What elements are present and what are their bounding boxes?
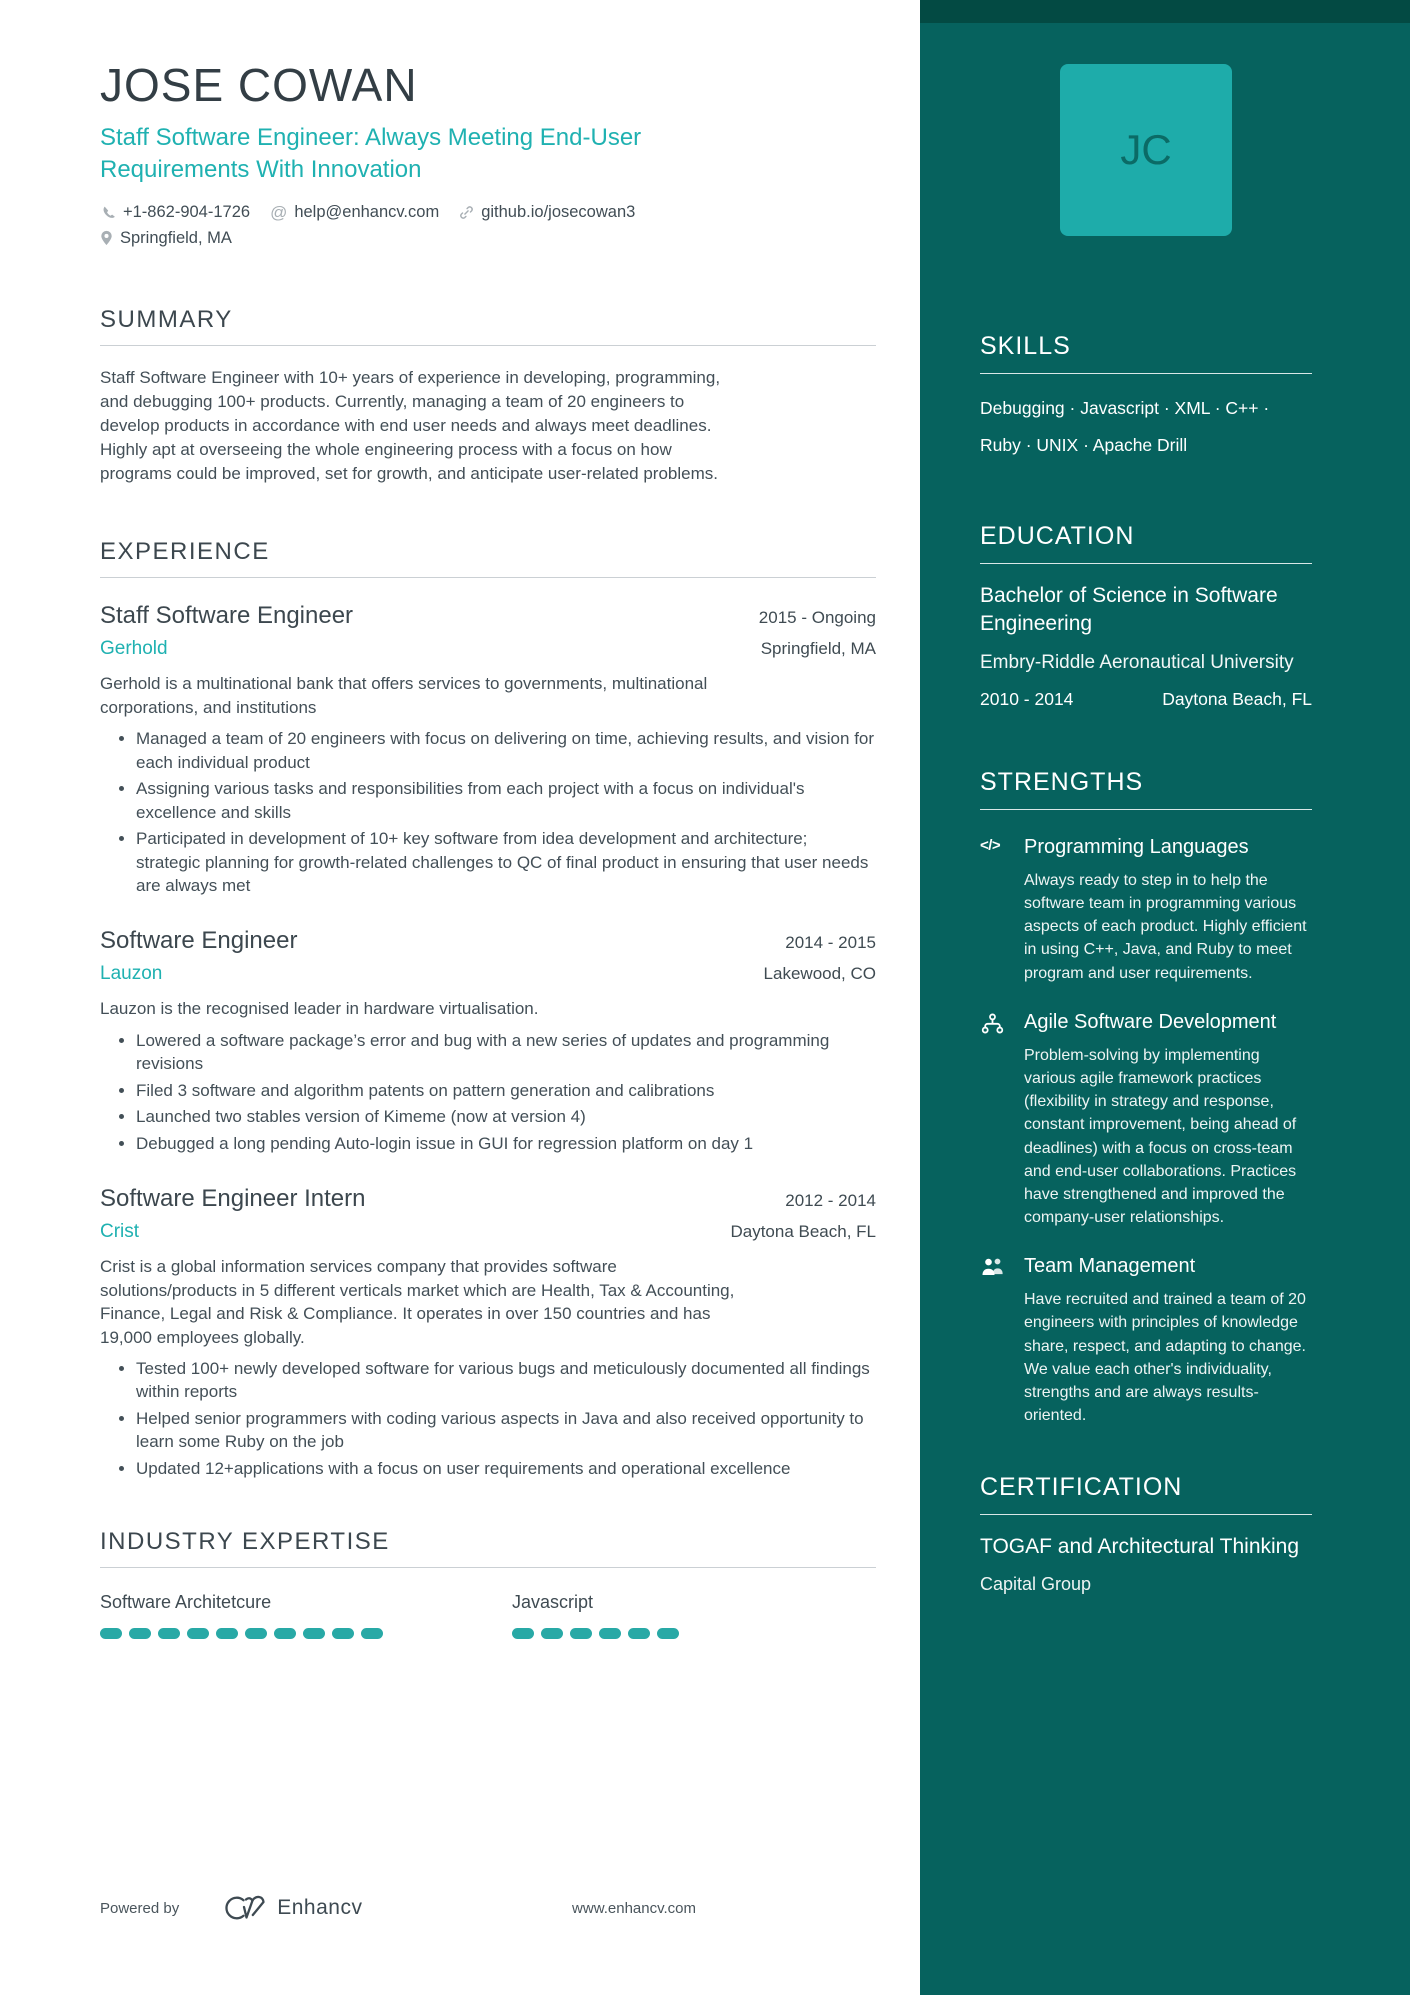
job-bullet-list — [100, 1357, 876, 1480]
person-name: JOSE COWAN — [100, 59, 418, 111]
divider — [980, 373, 1312, 374]
skill-dash — [100, 1628, 122, 1639]
expertise-label: Javascript — [512, 1592, 594, 1613]
at-icon: @ — [270, 202, 288, 222]
footer — [100, 1893, 696, 1923]
skill-dash — [541, 1628, 563, 1639]
contact-email[interactable] — [270, 203, 439, 223]
contact-location-value: Springfield, MA — [120, 228, 232, 247]
experience-section — [100, 538, 876, 1480]
skills-section — [980, 332, 1312, 464]
contact-website[interactable] — [459, 203, 635, 222]
job-bullet: • Debugged a long pending Auto-login issue in GUI for regression platform on day 1 — [136, 1132, 876, 1155]
skill-dash — [512, 1628, 534, 1639]
divider — [100, 345, 876, 346]
summary-text: Staff Software Engineer with 10+ years of experience in developing, programming, and debugging 100+ products. Currently, managing a team of 20 engineers to develop products in accordance with end user needs and always meet deadlines. Highly apt at overseeing the whole engineering process with a focus on how programs could be improved, set for growth, and anticipate user-related problems. — [100, 367, 721, 484]
contact-phone — [100, 203, 250, 222]
education-school: Embry-Riddle Aeronautical University — [980, 652, 1294, 674]
skills-heading: SKILLS — [980, 332, 1071, 360]
job-bullet: • Updated 12+applications with a focus on user requirements and operational excellence — [136, 1457, 876, 1480]
skill-dash — [216, 1628, 238, 1639]
job-entry — [100, 927, 876, 1155]
contact-row — [100, 203, 740, 248]
job-title: Software Engineer — [100, 927, 298, 955]
contact-phone-value: +1-862-904-1726 — [123, 203, 251, 222]
skill-dash — [599, 1628, 621, 1639]
certification-heading: CERTIFICATION — [980, 1473, 1183, 1502]
job-dates: 2014 - 2015 — [785, 933, 876, 953]
expertise-item — [512, 1592, 679, 1639]
job-dates: 2015 - Ongoing — [758, 608, 876, 628]
contact-website-value[interactable]: github.io/josecowan3 — [481, 203, 636, 222]
skill-dash — [628, 1628, 650, 1639]
avatar-initials: JC — [1120, 126, 1172, 173]
job-description: Lauzon is the recognised leader in hardware virtualisation. — [100, 999, 539, 1019]
skill-dash — [303, 1628, 325, 1639]
skill-dash — [245, 1628, 267, 1639]
job-location: Daytona Beach, FL — [730, 1222, 876, 1242]
link-icon — [459, 205, 474, 220]
certification-issuer: Capital Group — [980, 1573, 1092, 1594]
strength-title: Agile Software Development — [1024, 1010, 1277, 1033]
summary-heading: SUMMARY — [100, 305, 233, 333]
location-pin-icon — [100, 230, 113, 246]
skill-dash — [332, 1628, 354, 1639]
skill-dash — [158, 1628, 180, 1639]
job-bullet: • Launched two stables version of Kimeme (now at version 4) — [136, 1105, 876, 1128]
job-bullet: • Lowered a software package’s error and bug with a new series of updates and programming revisions — [136, 1029, 876, 1076]
skill-dash — [187, 1628, 209, 1639]
hierarchy-icon — [980, 1009, 1012, 1230]
job-company: Lauzon — [100, 963, 163, 985]
strength-title: Programming Languages — [1024, 835, 1249, 858]
job-location: Springfield, MA — [760, 639, 876, 659]
job-bullet: • Assigning various tasks and responsibilities from each project with a focus on individual's excellence and skills — [136, 777, 876, 824]
job-entry — [100, 1185, 876, 1480]
skills-list: Debugging · Javascript · XML · C++ · Ruby · UNIX · Apache Drill — [980, 398, 1270, 455]
expertise-level-bar — [512, 1628, 679, 1639]
job-bullet: • Participated in development of 10+ key software from idea development and architecture; strategic planning for growth-related challenges to QC of final product in ensuring that user needs are always met — [136, 827, 876, 897]
team-icon — [980, 1253, 1012, 1427]
brand-name: Enhancv — [277, 1896, 363, 1919]
sidebar-top-band — [920, 0, 1410, 23]
divider — [980, 563, 1312, 564]
job-bullet-list — [100, 727, 876, 897]
strength-text: Problem-solving by implementing various agile framework practices (flexibility in strategy and response, constant improvement, being ahead of deadlines) with a focus on cross-team and end-user collaborations. Practices have strengthened and improved the company-user relationships. — [1024, 1046, 1297, 1227]
education-section — [980, 522, 1312, 710]
job-bullet: • Helped senior programmers with coding various aspects in Java and also received opportunity to learn some Ruby on the job — [136, 1407, 876, 1454]
code-icon: </> — [980, 836, 1001, 854]
strength-title: Team Management — [1024, 1255, 1196, 1278]
education-location: Daytona Beach, FL — [1162, 688, 1312, 709]
enhancv-logo-icon — [221, 1893, 267, 1923]
headline: Staff Software Engineer: Always Meeting End-User Requirements With Innovation — [100, 124, 642, 184]
job-title: Software Engineer Intern — [100, 1185, 366, 1213]
job-location: Lakewood, CO — [763, 964, 876, 984]
divider — [980, 1514, 1312, 1515]
divider — [100, 1567, 876, 1568]
job-bullet: • Managed a team of 20 engineers with focus on delivering on time, achieving results, and vision for each individual product — [136, 727, 876, 774]
phone-icon — [100, 205, 116, 221]
job-bullet: • Filed 3 software and algorithm patents on pattern generation and calibrations — [136, 1079, 876, 1102]
education-dates: 2010 - 2014 — [980, 688, 1074, 709]
divider — [100, 577, 876, 578]
summary-section — [100, 306, 876, 487]
skill-dash — [274, 1628, 296, 1639]
strengths-section — [980, 768, 1312, 1428]
enhancv-website-link[interactable]: www.enhancv.com — [572, 1899, 696, 1917]
education-heading: EDUCATION — [980, 521, 1135, 550]
skill-dash — [657, 1628, 679, 1639]
job-description: Gerhold is a multinational bank that offers services to governments, multinational corporations, and institutions — [100, 674, 708, 717]
skill-dash — [129, 1628, 151, 1639]
certification-title: TOGAF and Architectural Thinking — [980, 1535, 1300, 1559]
divider — [980, 809, 1312, 810]
job-description: Crist is a global information services company that provides software solutions/products in 5 different verticals market which are Health, Tax & Accounting, Finance, Legal and Risk & Compliance. It operates in over 150 countries and has 19,000 employees globally. — [100, 1257, 735, 1347]
avatar — [1060, 64, 1232, 236]
contact-email-value[interactable]: help@enhancv.com — [294, 203, 440, 222]
job-entry — [100, 602, 876, 897]
certification-section — [980, 1473, 1312, 1594]
job-dates: 2012 - 2014 — [785, 1191, 876, 1211]
sidebar — [920, 0, 1410, 1995]
contact-location — [100, 229, 232, 248]
education-degree: Bachelor of Science in Software Engineering — [980, 583, 1278, 635]
strength-text: Always ready to step in to help the software team in programming various aspects of each product. Highly efficient in using C++, Java, and Ruby to meet program and user requirements. — [1024, 871, 1307, 982]
industry-expertise-heading: INDUSTRY EXPERTISE — [100, 1528, 390, 1556]
experience-heading: EXPERIENCE — [100, 538, 270, 566]
expertise-label: Software Architetcure — [100, 1592, 272, 1613]
strength-item — [980, 1009, 1312, 1230]
expertise-item — [100, 1592, 390, 1639]
strength-text: Have recruited and trained a team of 20 engineers with principles of knowledge share, respect, and adapting to change. We value each other's individuality, strengths and are always results-oriented. — [1024, 1291, 1306, 1425]
job-bullet: • Tested 100+ newly developed software for various bugs and meticulously documented all findings within reports — [136, 1357, 876, 1404]
job-company: Crist — [100, 1221, 140, 1243]
powered-by-label: Powered by — [100, 1899, 180, 1917]
brand-logo — [221, 1893, 362, 1923]
strengths-heading: STRENGTHS — [980, 767, 1144, 796]
job-title: Staff Software Engineer — [100, 602, 354, 630]
job-bullet-list — [100, 1029, 876, 1155]
expertise-level-bar — [100, 1628, 390, 1639]
strength-item — [980, 834, 1312, 985]
skill-dash — [361, 1628, 383, 1639]
strength-item — [980, 1253, 1312, 1427]
skill-dash — [570, 1628, 592, 1639]
industry-expertise-section — [100, 1528, 876, 1639]
job-company: Gerhold — [100, 638, 168, 660]
